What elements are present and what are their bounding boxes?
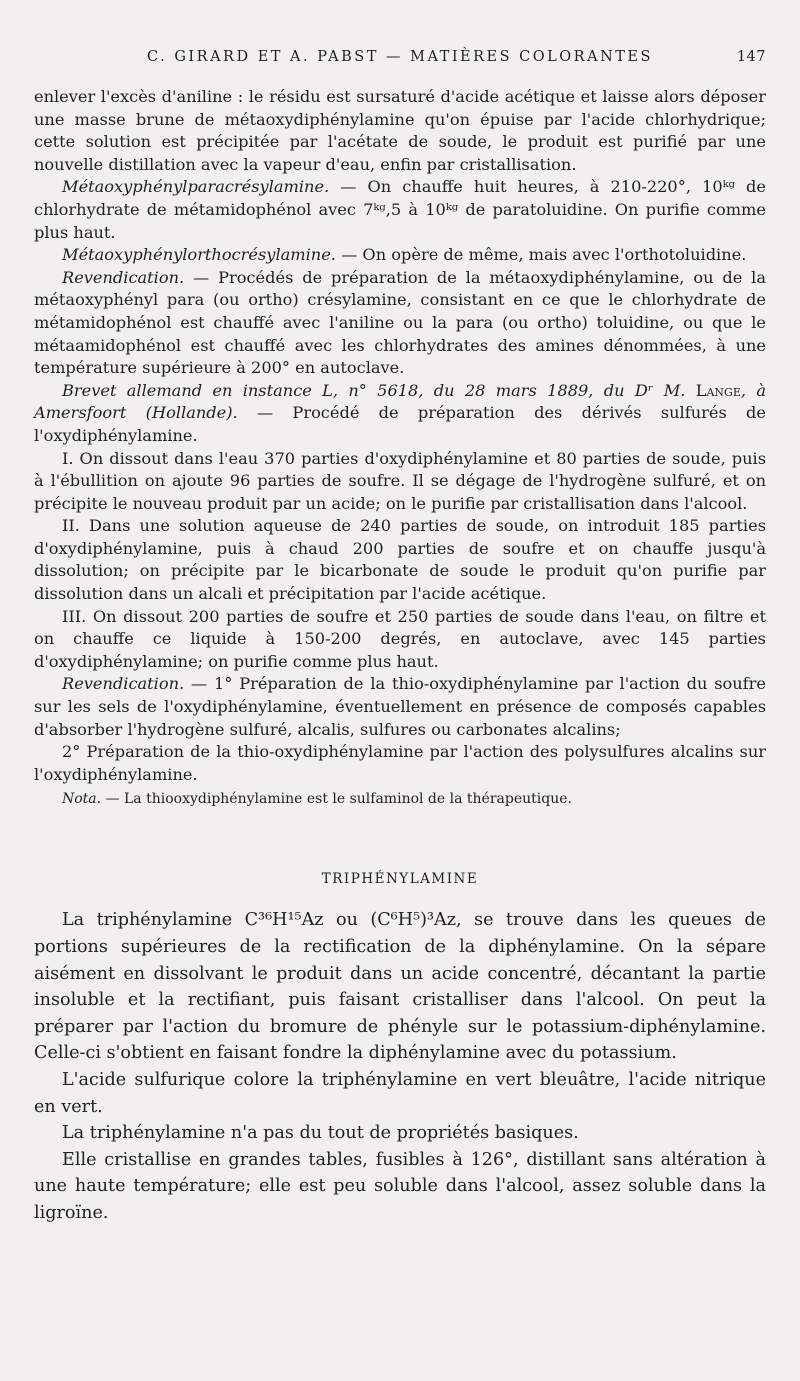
note-lead: Nota. (62, 791, 102, 808)
patent-author: Lange (695, 380, 741, 400)
paragraph: II. Dans une solution aqueuse de 240 parties de soude, on introduit 185 parties d'oxydiphénylamine, puis à chaud 200 parties de soufre et on chauffe jusqu'à dissolution; on précipite par le bicarbonate de soude le produit qu'on purifie par dissolution dans un alcali et précipitation par l'acide acétique. (34, 516, 766, 604)
paragraph: La triphénylamine C³⁶H¹⁵Az ou (C⁶H⁵)³Az, se trouve dans les queues de portions supérieures de la rectification de la diphénylamine. On la sépare aisément en dissolvant le produit dans un acide concentré, décantant la partie insoluble et la rectifiant, puis faisant cristalliser dans l'alcool. On peut la préparer par l'action du bromure de phényle sur le potassium-diphénylamine. Celle-ci s'obtient en faisant fondre la diphénylamine avec du potassium. (34, 910, 766, 1064)
patent-reference: Brevet allemand en instance L, n° 5618, du 28 mars 1889, du Dʳ M. (62, 380, 686, 400)
paragraph-lead: Métaoxyphénylparacrésylamine. (62, 177, 330, 197)
running-title: C. GIRARD ET A. PABST — MATIÈRES COLORANTES (147, 49, 653, 65)
paragraph: Revendication. — Procédés de préparation de la métaoxydiphénylamine, ou de la métaoxyphényl para (ou ortho) crésylamine, consistant en ce que le chlorhydrate de métamidophénol est chauffé avec l'aniline ou la para (ou ortho) toluidine, ou que le métaamidophénol est chauffé avec les chlorhydrates des amines dénommées, à une température supérieure à 200° en autoclave. (34, 267, 766, 378)
paragraph: I. On dissout dans l'eau 370 parties d'oxydiphénylamine et 80 parties de soude, puis à l'ébullition on ajoute 96 parties de soufre. Il se dégage de l'hydrogène sulfuré, et on précipite le nouveau produit par un acide; on le purifie par cristallisation dans l'alcool. (34, 448, 766, 513)
running-head (34, 44, 766, 70)
paragraph: Elle cristallise en grandes tables, fusibles à 126°, distillant sans altération à une haute température; elle est peu soluble dans l'alcool, assez soluble dans la ligroïne. (34, 1149, 766, 1223)
section-title: TRIPHÉNYLAMINE (321, 871, 479, 888)
footnote: Nota. — La thiooxydiphénylamine est le sulfaminol de la thérapeutique. (62, 791, 572, 808)
paragraph: Métaoxyphénylparacrésylamine. — On chauffe huit heures, à 210-220°, 10ᵏᵍ de chlorhydrate de métamidophénol avec 7ᵏᵍ,5 à 10ᵏᵍ de paratoluidine. On purifie comme plus haut. (34, 177, 766, 242)
paragraph: Métaoxyphénylorthocrésylamine. — On opère de même, mais avec l'orthotoluidine. (62, 245, 747, 265)
paragraph: Revendication. — 1° Préparation de la thio-oxydiphénylamine par l'action du soufre sur les sels de l'oxydiphénylamine, éventuellement en présence de composés capables d'absorber l'hydrogène sulfuré, alcalis, sulfures ou carbonates alcalins; (34, 674, 766, 739)
paragraph: Brevet allemand en instance L, n° 5618, du 28 mars 1889, du Dʳ M. Lange, à Amersfoort (Hollande). — Procédé de préparation des dérivés sulfurés de l'oxydiphénylamine. (34, 380, 766, 445)
paragraph: L'acide sulfurique colore la triphénylamine en vert bleuâtre, l'acide nitrique en vert. (34, 1069, 766, 1117)
paragraph: enlever l'excès d'aniline : le résidu est sursaturé d'acide acétique et laisse alors déposer une masse brune de métaoxydiphénylamine qu'on épuise par l'acide chlorhydrique; cette solution est précipitée par l'acétate de soude, le produit est purifié par une nouvelle distillation avec la vapeur d'eau, enfin par cristallisation. (34, 87, 766, 174)
paragraph-lead: Revendication. (62, 674, 185, 694)
patent-location: , à Amersfoort (Hollande). (34, 380, 766, 423)
paragraph-lead: Revendication. (62, 267, 185, 287)
main-text (34, 86, 766, 786)
paragraph-lead: Métaoxyphénylorthocrésylamine. (62, 245, 336, 265)
section-text (34, 907, 766, 1226)
paragraph: La triphénylamine n'a pas du tout de propriétés basiques. (62, 1123, 579, 1144)
paragraph: III. On dissout 200 parties de soufre et 250 parties de soude dans l'eau, on filtre et on chauffe ce liquide à 150-200 degrés, en autoclave, avec 145 parties d'oxydiphénylamine; on purifie comme plus haut. (34, 606, 766, 671)
page-number: 147 (736, 49, 766, 65)
paragraph: 2° Préparation de la thio-oxydiphénylamine par l'action des polysulfures alcalins sur l'oxydiphénylamine. (34, 742, 766, 784)
